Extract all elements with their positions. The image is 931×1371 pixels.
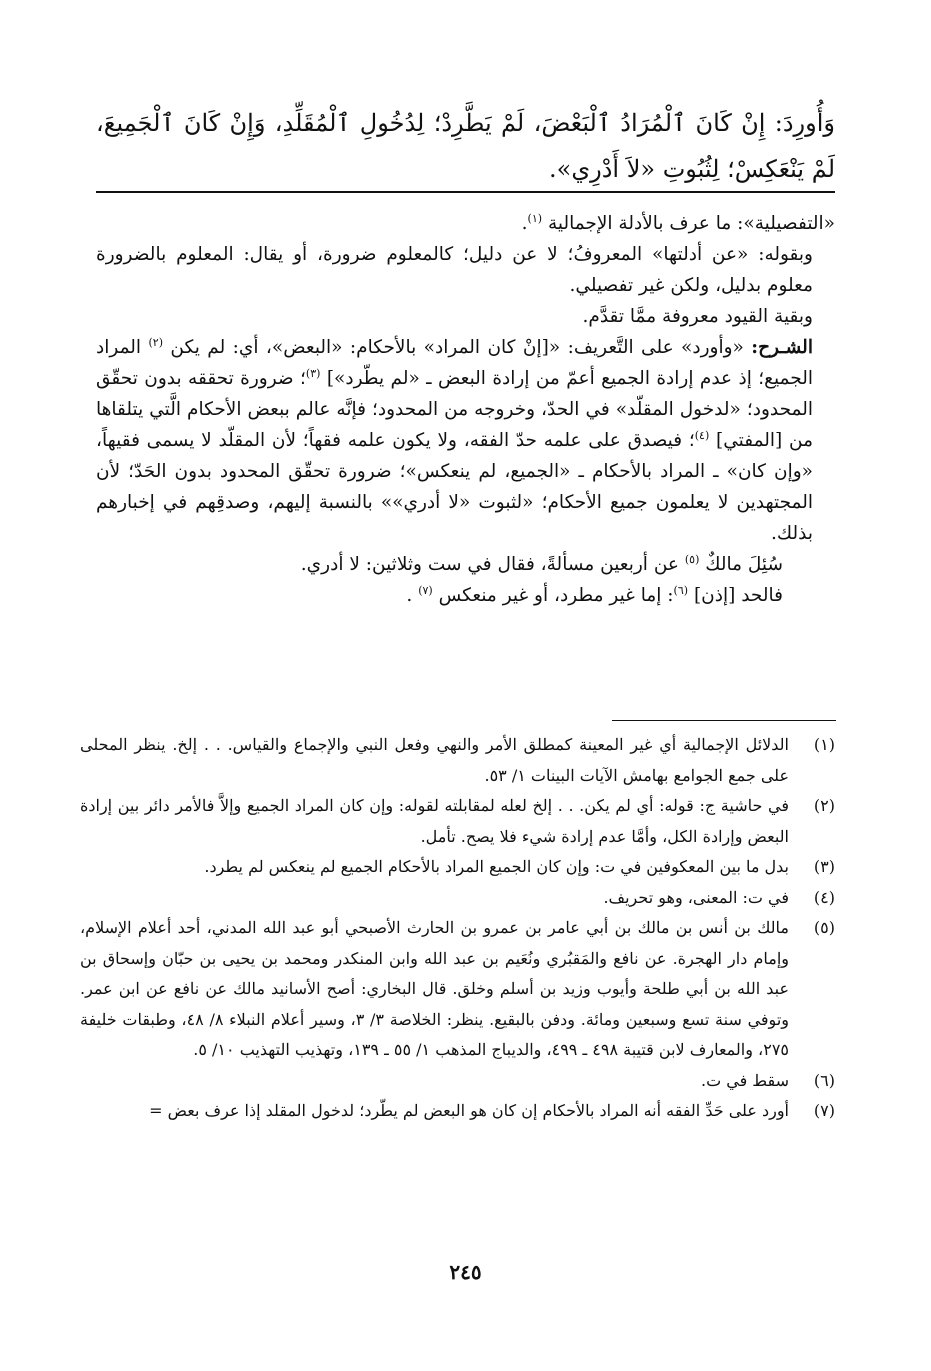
paragraph-adillatiha: وبقوله: «عن أدلتها» المعروفُ؛ لا عن دليل؛ كالمعلوم ضرورة، أو يقال: المعلوم بالضرورة معلوم بدليل، ولكن غير تفصيلي.	[96, 244, 813, 296]
footnote-6	[80, 1066, 835, 1097]
footnote-ref-3[interactable]: (٣)	[305, 366, 321, 380]
footnote-ref-1[interactable]: (١)	[527, 211, 543, 225]
footnote-ref-4[interactable]: (٤)	[694, 428, 710, 442]
commentary-body	[96, 208, 835, 611]
footnote-4	[80, 883, 835, 914]
paragraph-sharh: الشـرح: «وأورد» على التَّعريف: «[إنْ كان المراد» بالأحكام: «البعض»، أي: لم يكن $^{(٢)}$ المراد الجميع؛ إذ عدم إرادة الجميع أعمّ من إرادة البعض ـ «لم يطّرد»] $^{(٣)}$؛ ضرورة تحققه بدون تحقّق المحدود؛ «لدخول المقلّد» في الحدّ، وخروجه من المحدود؛ فإنَّه عالم ببعض الأحكام الَّتي يتلقاها من [المفتي] $^{(٤)}$؛ فيصدق على علمه حدّ الفقه، ولا يكون علمه فقهاً؛ لأن المقلّد لا يسمى فقيهاً، «وإن كان» ـ المراد بالأحكام ـ «الجميع، لم ينعكس»؛ ضرورة تحقّق المحدود بدون الحَدّ؛ لأن المجتهدين لا يعلمون جميع الأحكام؛ «لثبوت «لا أدري»» بالنسبة إليهم، وصدقِهم في إخبارهم بذلك.	[96, 335, 813, 544]
footnote-text: مالك بن أنس بن مالك بن أبي عامر بن عمرو بن الحارث الأصبحي أبو عبد الله المدني، أحد أعلام الإسلام، وإمام دار الهجرة. عن نافع والمَقبُري ونُعَيم بن عبد الله وابن المنكدر ومحمد بن يحيى بن حبّان وإسحاق بن عبد الله بن أبي طلحة وأيوب وزيد بن أسلم وخلق. قال البخاري: أصح الأسانيد مالك عن نافع عن ابن عمر. وتوفي سنة تسع وسبعين ومائة. ودفن بالبقيع. ينظر: الخلاصة ٣/ ٣، وسير أعلام النبلاء ٨/ ٤٨، وطبقات خليفة ٢٧٥، والمعارف لابن قتيبة ٤٩٨ ـ ٤٩٩، والديباج المذهب ١/ ٥٥ ـ ١٣٩، وتهذيب التهذيب ١٠/ ٥.	[80, 918, 789, 1059]
footnote-3	[80, 852, 835, 883]
paragraph-malik-question: سُئِلَ مالكٌ $^{(٥)}$ عن أربعين مسألةً، فقال في ست وثلاثين: لا أدري.	[300, 552, 783, 575]
footnote-ref-2[interactable]: (٢)	[148, 335, 163, 349]
footnote-2	[80, 791, 835, 852]
footnote-ref-5[interactable]: (٥)	[684, 552, 700, 566]
footnote-7	[80, 1096, 835, 1127]
page-number: ٢٤٥	[449, 1260, 482, 1284]
paragraph-baqiyyat-al-quyud: وبقية القيود معروفة ممَّا تقدَّم.	[582, 306, 813, 327]
footnote-number: (٣)	[813, 857, 835, 876]
footnote-number: (٤)	[813, 887, 835, 907]
footnote-divider	[612, 720, 836, 721]
footnote-number: (١)	[813, 735, 835, 754]
paragraph-tafsiliyya: «التفصيلية»: ما عرف بالأدلة الإجمالية $^{(١)}$.	[521, 211, 835, 234]
matn-text: وَأُورِدَ: إِنْ كَانَ ٱلْمُرَادُ ٱلْبَعْضَ، لَمْ يَطَّرِدْ؛ لِدُخُولِ ٱلْمُقَلِّدِ، وَإِنْ كَانَ ٱلْجَمِيعَ، لَمْ يَنْعَكِسْ؛ لِثُبُوتِ «لاَ أَدْرِي».	[96, 109, 835, 183]
footnote-number: (٧)	[813, 1101, 835, 1120]
footnote-text: في ت: المعنى، وهو تحريف.	[603, 887, 789, 907]
footnotes	[80, 730, 835, 1127]
footnote-1	[80, 730, 835, 791]
matn-divider	[96, 191, 835, 193]
footnote-text: سقط في ت.	[701, 1070, 789, 1090]
footnote-text: أورد على حَدِّ الفقه أنه المراد بالأحكام إن كان هو البعض لم يطّرد؛ لدخول المقلد إذا عرف بعض =	[149, 1101, 789, 1120]
footnote-text: الدلائل الإجمالية أي غير المعينة كمطلق الأمر والنهي وفعل النبي والإجماع والقياس. . . إلخ. ينظر المحلى على جمع الجوامع بهامش الآيات البينات ١/ ٥٣.	[80, 735, 789, 785]
footnote-text: بدل ما بين المعكوفين في ت: وإن كان الجميع المراد بالأحكام الجميع لم ينعكس لم يطرد.	[204, 857, 789, 876]
footnote-5	[80, 913, 835, 1066]
footnote-text: في حاشية ج: قوله: أي لم يكن. . . إلخ لعله لمقابلته لقوله: وإن كان المراد الجميع وإلاَّ فالأمر دائر بين إرادة البعض وإرادة الكل، وأمَّا عدم إرادة شيء فلا يصح. تأمل.	[80, 796, 789, 846]
footnote-number: (٢)	[813, 796, 835, 815]
paragraph-conclusion: فالحد [إذن] $^{(٦)}$: إما غير مطرد، أو غير منعكس $^{(٧)}$ .	[406, 583, 783, 606]
footnote-number: (٥)	[813, 918, 835, 937]
footnote-ref-6[interactable]: (٦)	[673, 583, 689, 597]
sharh-heading: الشـرح:	[751, 337, 813, 358]
footnote-number: (٦)	[813, 1070, 835, 1090]
footnote-ref-7[interactable]: (٧)	[418, 583, 433, 597]
